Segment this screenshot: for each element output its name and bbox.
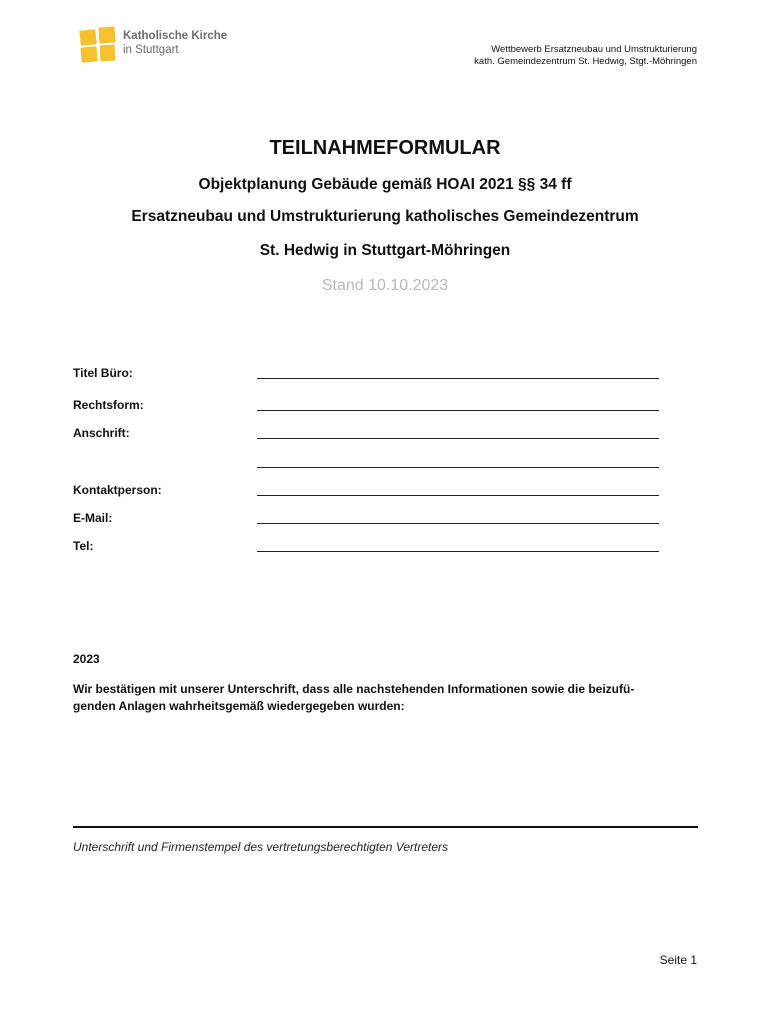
confirmation-line1: Wir bestätigen mit unserer Unterschrift, dass alle nachstehenden Informationen sowie die beizufü- [73, 682, 635, 696]
confirmation-line2: genden Anlagen wahrheitsgemäß wiedergegeben wurden: [73, 699, 405, 713]
input-line-tel[interactable] [257, 551, 659, 552]
subtitle-location: St. Hedwig in Stuttgart-Möhringen [259, 242, 511, 259]
page-number: Seite 1 [659, 953, 697, 967]
subtitle-project: Ersatzneubau und Umstrukturierung katholisches Gemeindezentrum [131, 208, 639, 225]
year-heading: 2023 [73, 652, 100, 666]
label-email: E-Mail: [73, 511, 113, 525]
stand-date: Stand 10.10.2023 [321, 277, 449, 294]
signature-caption: Unterschrift und Firmenstempel des vertretungsberechtigten Vertreters [73, 840, 449, 854]
label-kontaktperson: Kontaktperson: [73, 483, 162, 497]
label-rechtsform: Rechtsform: [73, 398, 144, 412]
input-line-titel-buero[interactable] [257, 378, 659, 379]
subtitle-hoai: Objektplanung Gebäude gemäß HOAI 2021 §§ 34 ff [198, 176, 572, 193]
label-titel-buero: Titel Büro: [73, 366, 133, 380]
header-line2: kath. Gemeindezentrum St. Hedwig, Stgt.-Möhringen [474, 56, 697, 67]
input-line-email[interactable] [257, 523, 659, 524]
document-title: TEILNAHMEFORMULAR [269, 137, 501, 159]
logo-text-line2: in Stuttgart [123, 44, 179, 56]
katholische-kirche-logo-icon [79, 26, 117, 64]
input-line-kontaktperson[interactable] [257, 495, 659, 496]
confirmation-text [73, 681, 699, 715]
input-line-anschrift-1[interactable] [257, 438, 659, 439]
input-line-anschrift-2[interactable] [257, 467, 659, 468]
input-line-rechtsform[interactable] [257, 410, 659, 411]
label-anschrift: Anschrift: [73, 426, 130, 440]
label-tel: Tel: [73, 539, 94, 553]
logo-text-line1: Katholische Kirche [123, 30, 228, 42]
signature-line[interactable] [73, 826, 698, 828]
header-line1: Wettbewerb Ersatzneubau und Umstrukturierung [491, 44, 697, 55]
